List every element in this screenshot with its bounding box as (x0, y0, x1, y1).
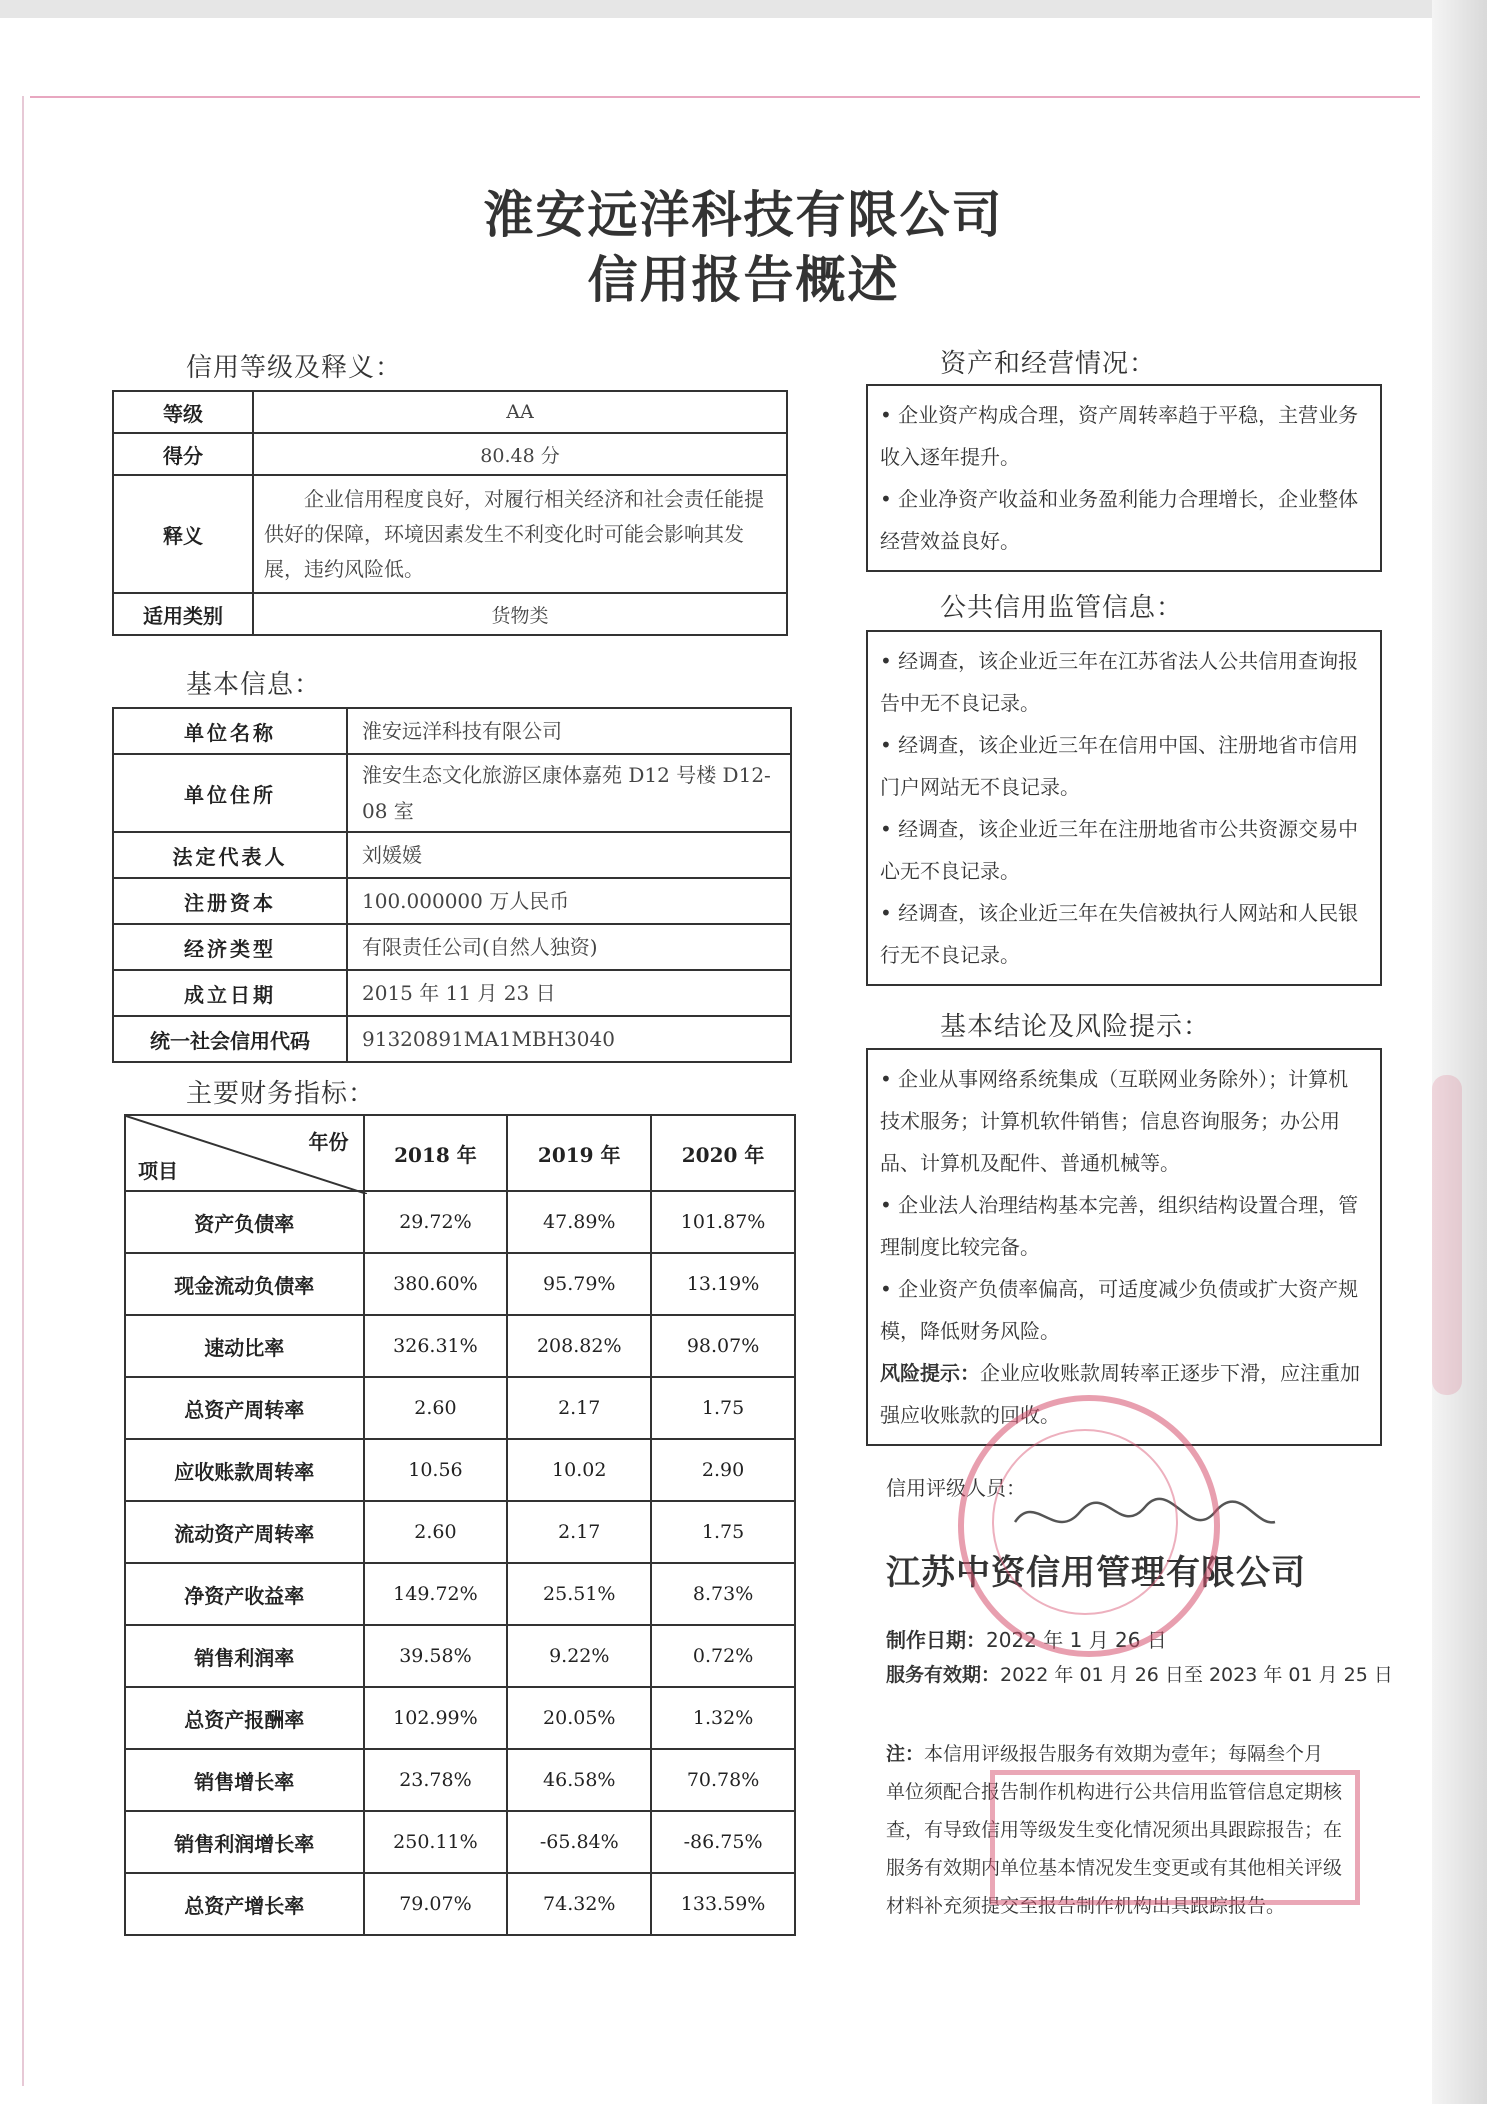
table-cell: 149.72% (364, 1563, 508, 1625)
table-cell: 326.31% (364, 1315, 508, 1377)
year-2018-header: 2018 年 (364, 1115, 508, 1191)
table-cell: 70.78% (651, 1749, 795, 1811)
table-row (125, 1501, 795, 1563)
list-item: • 企业资产负债率偏高，可适度减少负债或扩大资产规模，降低财务风险。 (880, 1277, 1359, 1343)
table-cell: 23.78% (364, 1749, 508, 1811)
category-value: 货物类 (253, 593, 787, 635)
public-heading: 公共信用监管信息： (940, 593, 1184, 623)
grade-label: 等级 (113, 391, 253, 433)
corner-item-label: 项目 (138, 1159, 178, 1183)
table-cell: 250.11% (364, 1811, 508, 1873)
credit-code-label: 统一社会信用代码 (113, 1016, 347, 1062)
table-cell: 8.73% (651, 1563, 795, 1625)
scan-top-edge (0, 0, 1487, 18)
grade-value: AA (253, 391, 787, 433)
finance-table (124, 1114, 796, 1936)
capital-label: 注册资本 (113, 878, 347, 924)
table-cell: 2.17 (507, 1501, 651, 1563)
table-row (125, 1625, 795, 1687)
table-cell: -65.84% (507, 1811, 651, 1873)
rating-table (112, 390, 788, 636)
assets-heading: 资产和经营情况： (940, 349, 1157, 379)
table-cell: 2.60 (364, 1377, 508, 1439)
row-label: 流动资产周转率 (125, 1501, 364, 1563)
year-2020-header: 2020 年 (651, 1115, 795, 1191)
row-label: 总资产报酬率 (125, 1687, 364, 1749)
company-seal-stamp (958, 1395, 1220, 1657)
header-rule (30, 96, 1420, 98)
table-row (125, 1377, 795, 1439)
table-cell: 0.72% (651, 1625, 795, 1687)
table-row (113, 593, 787, 635)
validity-period: 服务有效期：2022 年 01 月 26 日至 2023 年 01 月 25 日 (886, 1664, 1393, 1686)
list-item: • 经调查，该企业近三年在注册地省市公共资源交易中心无不良记录。 (880, 817, 1359, 883)
basic-heading: 基本信息： (186, 670, 322, 700)
row-label: 销售利润率 (125, 1625, 364, 1687)
corner-cell (125, 1115, 364, 1191)
row-label: 销售利润增长率 (125, 1811, 364, 1873)
capital-value: 100.000000 万人民币 (347, 878, 791, 924)
row-label: 总资产周转率 (125, 1377, 364, 1439)
table-row (125, 1811, 795, 1873)
table-cell: 9.22% (507, 1625, 651, 1687)
row-label: 应收账款周转率 (125, 1439, 364, 1501)
table-row (113, 433, 787, 475)
table-row (125, 1315, 795, 1377)
row-label: 资产负债率 (125, 1191, 364, 1253)
table-row (113, 475, 787, 593)
list-item: • 经调查，该企业近三年在江苏省法人公共信用查询报告中无不良记录。 (880, 649, 1359, 715)
table-row (113, 924, 791, 970)
rating-heading: 信用等级及释义： (186, 353, 403, 383)
table-cell: 25.51% (507, 1563, 651, 1625)
list-item: • 企业净资产收益和业务盈利能力合理增长，企业整体经营效益良好。 (880, 487, 1359, 553)
founded-value: 2015 年 11 月 23 日 (347, 970, 791, 1016)
score-value: 80.48 分 (253, 433, 787, 475)
table-cell: 1.75 (651, 1501, 795, 1563)
report-seal-stamp (990, 1770, 1360, 1905)
table-row (125, 1749, 795, 1811)
list-item: • 经调查，该企业近三年在失信被执行人网站和人民银行无不良记录。 (880, 901, 1359, 967)
explain-label: 释义 (113, 475, 253, 593)
side-seal-stamp (1432, 1075, 1462, 1395)
list-item: • 企业法人治理结构基本完善，组织结构设置合理，管理制度比较完备。 (880, 1193, 1359, 1259)
table-cell: 74.32% (507, 1873, 651, 1935)
score-label: 得分 (113, 433, 253, 475)
address-value: 淮安生态文化旅游区康体嘉苑 D12 号楼 D12-08 室 (347, 754, 791, 832)
name-label: 单位名称 (113, 708, 347, 754)
founded-label: 成立日期 (113, 970, 347, 1016)
basic-info-table (112, 707, 792, 1063)
row-label: 速动比率 (125, 1315, 364, 1377)
table-cell: 13.19% (651, 1253, 795, 1315)
table-row (113, 391, 787, 433)
finance-heading: 主要财务指标： (186, 1079, 376, 1109)
table-row (125, 1191, 795, 1253)
corner-year-label: 年份 (308, 1130, 349, 1154)
margin-rule (22, 96, 24, 2086)
issuer-company: 江苏中资信用管理有限公司 (886, 1553, 1306, 1593)
legal-rep-value: 刘媛媛 (347, 832, 791, 878)
table-cell: 133.59% (651, 1873, 795, 1935)
econ-type-value: 有限责任公司(自然人独资) (347, 924, 791, 970)
table-row (113, 1016, 791, 1062)
conclusion-heading: 基本结论及风险提示： (940, 1012, 1211, 1042)
row-label: 净资产收益率 (125, 1563, 364, 1625)
list-item: • 企业资产构成合理，资产周转率趋于平稳，主营业务收入逐年提升。 (880, 403, 1359, 469)
address-label: 单位住所 (113, 754, 347, 832)
conclusion-box (866, 1048, 1382, 1446)
table-cell: 39.58% (364, 1625, 508, 1687)
risk-note: 风险提示：企业应收账款周转率正逐步下滑，应注重加强应收账款的回收。 (880, 1361, 1360, 1427)
explain-value: 企业信用程度良好，对履行相关经济和社会责任能提供好的保障，环境因素发生不利变化时可能会影响其发展，违约风险低。 (253, 475, 787, 593)
table-header-row (125, 1115, 795, 1191)
public-box (866, 630, 1382, 986)
table-cell: 79.07% (364, 1873, 508, 1935)
report-title: 信用报告概述 (587, 251, 900, 309)
table-row (113, 708, 791, 754)
table-row (125, 1563, 795, 1625)
name-value: 淮安远洋科技有限公司 (347, 708, 791, 754)
table-cell: 29.72% (364, 1191, 508, 1253)
table-cell: 2.60 (364, 1501, 508, 1563)
table-cell: 95.79% (507, 1253, 651, 1315)
table-cell: 101.87% (651, 1191, 795, 1253)
table-cell: 380.60% (364, 1253, 508, 1315)
legal-rep-label: 法定代表人 (113, 832, 347, 878)
table-cell: 10.56 (364, 1439, 508, 1501)
table-row (113, 754, 791, 832)
category-label: 适用类别 (113, 593, 253, 635)
footer-note: 注：本信用评级报告服务有效期为壹年；每隔叁个月单位须配合报告制作机构进行公共信用监管信息定期核查，有导致信用等级发生变化情况须出具跟踪报告；在服务有效期内单位基本情况发生变更或有其他相关评级材料补充须提交至报告制作机构出具跟踪报告。 (886, 1743, 1343, 1917)
table-row (125, 1439, 795, 1501)
assets-box (866, 384, 1382, 572)
econ-type-label: 经济类型 (113, 924, 347, 970)
table-cell: 2.90 (651, 1439, 795, 1501)
table-cell: 2.17 (507, 1377, 651, 1439)
table-row (125, 1687, 795, 1749)
table-cell: 46.58% (507, 1749, 651, 1811)
table-row (113, 970, 791, 1016)
issue-date: 制作日期：2022 年 1 月 26 日 (886, 1628, 1167, 1652)
table-row (125, 1253, 795, 1315)
table-cell: 10.02 (507, 1439, 651, 1501)
row-label: 销售增长率 (125, 1749, 364, 1811)
table-cell: -86.75% (651, 1811, 795, 1873)
rater-label: 信用评级人员： (886, 1476, 1026, 1500)
list-item: • 经调查，该企业近三年在信用中国、注册地省市信用门户网站无不良记录。 (880, 733, 1359, 799)
company-title: 淮安远洋科技有限公司 (483, 186, 1004, 244)
table-row (113, 832, 791, 878)
table-row (113, 878, 791, 924)
table-cell: 47.89% (507, 1191, 651, 1253)
credit-code-value: 91320891MA1MBH3040 (347, 1016, 791, 1062)
table-cell: 1.75 (651, 1377, 795, 1439)
row-label: 现金流动负债率 (125, 1253, 364, 1315)
table-cell: 20.05% (507, 1687, 651, 1749)
table-cell: 102.99% (364, 1687, 508, 1749)
year-2019-header: 2019 年 (507, 1115, 651, 1191)
scan-right-edge (1432, 0, 1487, 2104)
table-cell: 208.82% (507, 1315, 651, 1377)
table-cell: 1.32% (651, 1687, 795, 1749)
table-row (125, 1873, 795, 1935)
row-label: 总资产增长率 (125, 1873, 364, 1935)
table-cell: 98.07% (651, 1315, 795, 1377)
list-item: • 企业从事网络系统集成（互联网业务除外）；计算机技术服务；计算机软件销售；信息咨询服务；办公用品、计算机及配件、普通机械等。 (880, 1067, 1349, 1175)
